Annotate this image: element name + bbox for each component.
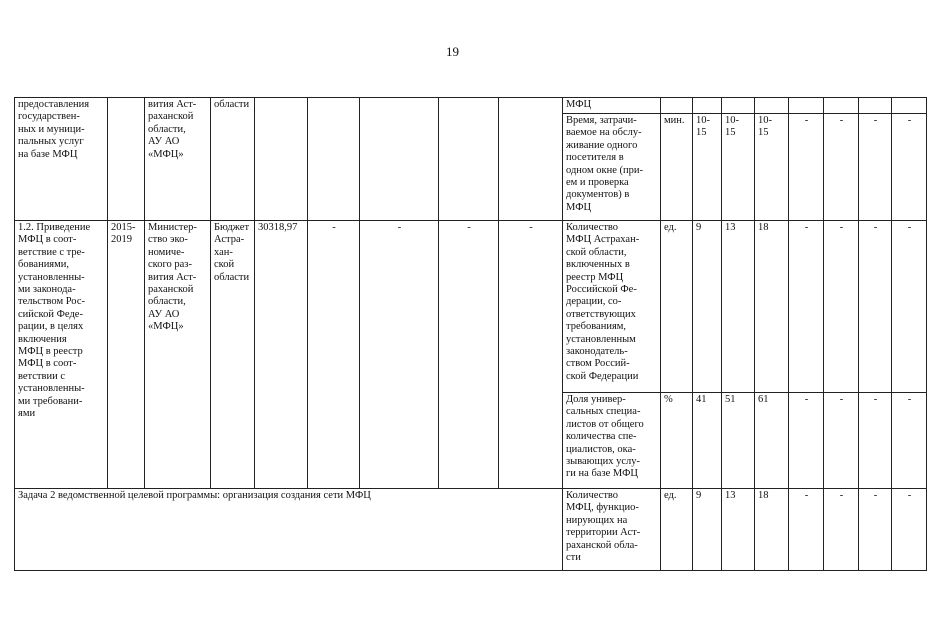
table-row [15,221,927,393]
value-cell: 9 [693,221,722,393]
value-cell: 10- 15 [693,114,722,221]
unit-cell: мин. [661,114,693,221]
value-cell: - [824,393,859,489]
activity-name-cell: предоставления государствен- ных и муници- пальных услуг на базе МФЦ [15,98,108,221]
value-cell: 61 [755,393,789,489]
value-cell: - [859,114,892,221]
funding-source-cell: Бюджет Астра- хан- ской области [211,221,255,489]
year-cell [308,98,360,221]
unit-cell: % [661,393,693,489]
year-cell: - [308,221,360,489]
value-cell: - [892,489,927,571]
value-cell [789,98,824,114]
value-cell [693,98,722,114]
value-cell: - [789,489,824,571]
unit-cell [661,98,693,114]
amount-cell [255,98,308,221]
value-cell: 9 [693,489,722,571]
value-cell: - [892,221,927,393]
value-cell: 13 [722,489,755,571]
year-cell: - [439,221,499,489]
indicator-name-cell: Количество МФЦ Астрахан- ской области, включенных в реестр МФЦ Российской Фе- дерации, со- ответствующих требованиям, установленным законодатель- ством Россий- ской Федерации [563,221,661,393]
value-cell: 18 [755,221,789,393]
amount-cell: 30318,97 [255,221,308,489]
activity-name-cell: 1.2. Приведение МФЦ в соот- ветствие с тре- бованиями, установленны- ми законода- тельством Рос- сийской Феде- рации, в целях включения МФЦ в реестр МФЦ в соот- ветствии с установленны- ми требовани- ями [15,221,108,489]
value-cell [755,98,789,114]
value-cell: - [789,221,824,393]
indicator-name-cell: Время, затрачи- ваемое на обслу- живание одного посетителя в одном окне (при- ем и проверка документов) в МФЦ [563,114,661,221]
unit-cell: ед. [661,221,693,393]
table-row [15,98,927,114]
indicator-name-cell: Количество МФЦ, функцио- нирующих на территории Аст- раханской обла- сти [563,489,661,571]
value-cell: - [859,393,892,489]
funding-source-cell: области [211,98,255,221]
year-cell [439,98,499,221]
indicator-name-cell: Доля универ- сальных специа- листов от общего количества спе- циалистов, ока- зывающих услу- ги на базе МФЦ [563,393,661,489]
value-cell: 10- 15 [755,114,789,221]
period-cell: 2015- 2019 [108,221,145,489]
year-cell: - [360,221,439,489]
value-cell: 18 [755,489,789,571]
value-cell [824,98,859,114]
value-cell: 41 [693,393,722,489]
value-cell [892,98,927,114]
task-title-cell: Задача 2 ведомственной целевой программы: организация создания сети МФЦ [15,489,563,571]
executor-cell: Министер- ство эко- номиче- ского раз- вития Аст- раханской области, АУ АО «МФЦ» [145,221,211,489]
year-cell [499,98,563,221]
value-cell: - [859,221,892,393]
value-cell: - [892,114,927,221]
value-cell: - [824,221,859,393]
page-number: 19 [446,44,459,59]
value-cell: - [859,489,892,571]
period-cell [108,98,145,221]
value-cell: 13 [722,221,755,393]
value-cell [859,98,892,114]
value-cell: - [824,489,859,571]
value-cell: - [789,114,824,221]
value-cell: 10- 15 [722,114,755,221]
value-cell [722,98,755,114]
value-cell: - [892,393,927,489]
year-cell [360,98,439,221]
value-cell: 51 [722,393,755,489]
value-cell: - [824,114,859,221]
executor-cell: вития Аст- раханской области, АУ АО «МФЦ» [145,98,211,221]
program-table [14,97,927,571]
unit-cell: ед. [661,489,693,571]
table-row [15,489,927,571]
value-cell: - [789,393,824,489]
year-cell: - [499,221,563,489]
indicator-name-cell: МФЦ [563,98,661,114]
